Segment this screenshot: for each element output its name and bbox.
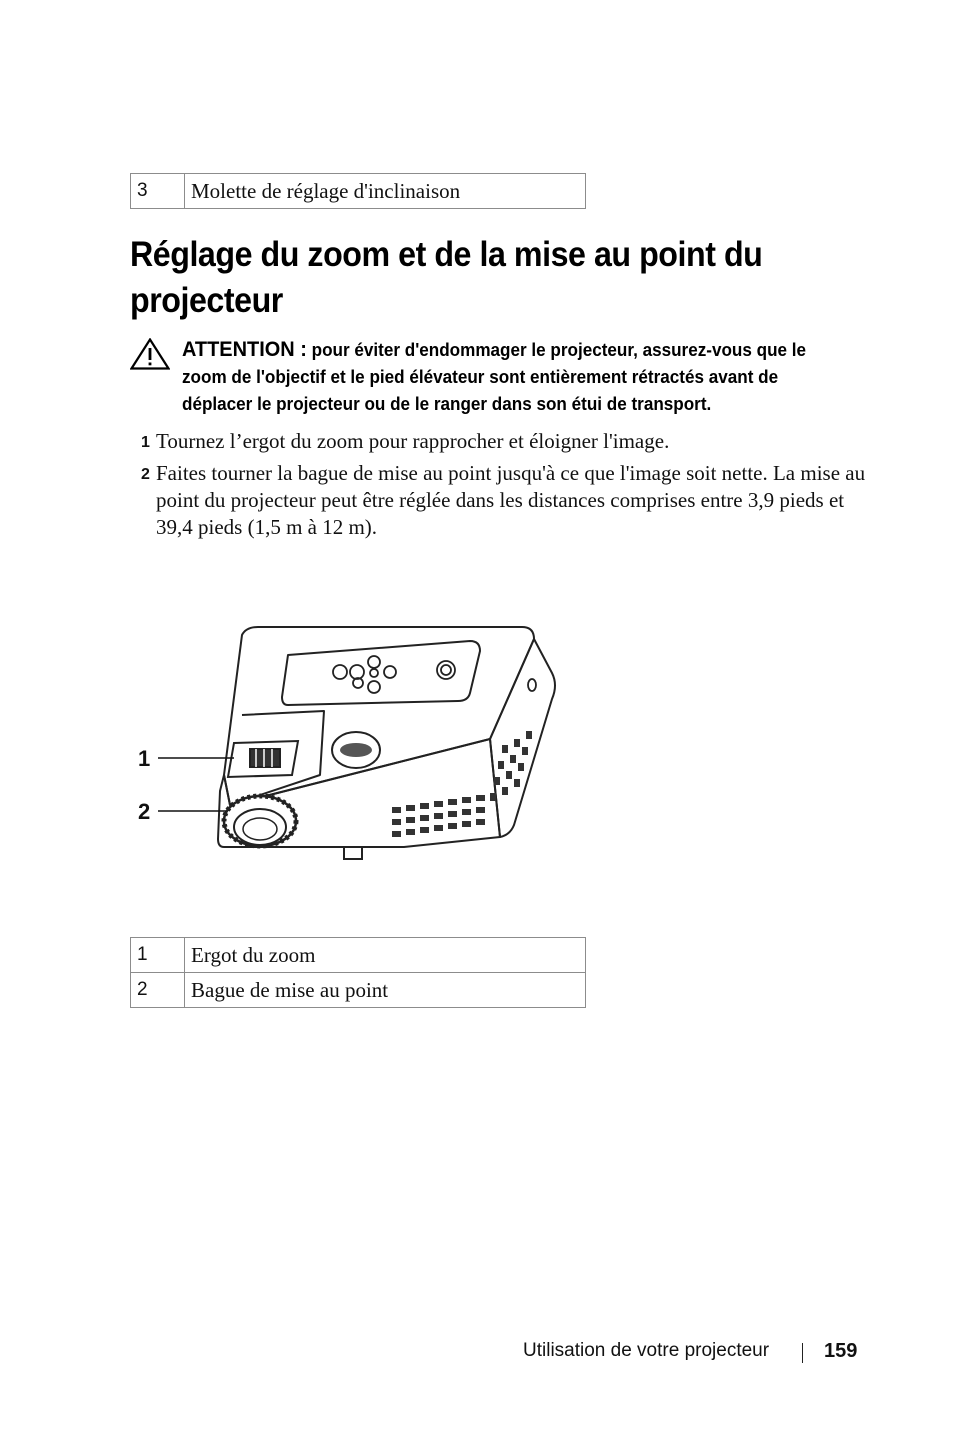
row-number: 2 (131, 973, 185, 1008)
footer-divider (802, 1343, 803, 1363)
caution-label: ATTENTION : (182, 338, 307, 361)
projector-drawing (130, 615, 570, 875)
list-item (141, 428, 866, 455)
step-number: 2 (141, 466, 150, 483)
footer-section-name: Utilisation de votre projecteur (523, 1340, 770, 1361)
legend-table-bottom (130, 937, 586, 1008)
page-footer (520, 1340, 860, 1366)
projector-illustration (130, 615, 570, 875)
table-row (131, 174, 586, 209)
table-row (131, 938, 586, 973)
row-number: 3 (131, 174, 185, 209)
caution-text (182, 336, 828, 418)
logo-badge (332, 732, 380, 768)
caution-body: pour éviter d'endommager le projecteur, assurez-vous que le zoom de l'objectif et le pied élévateur sont entièrement rétractés avant de déplacer le projecteur ou de le ranger dans son étui de transport. (182, 340, 807, 414)
list-item (141, 460, 866, 541)
callout-1: 1 (138, 746, 151, 771)
row-label: Molette de réglage d'inclinaison (185, 174, 586, 209)
lens-focus-ring (224, 796, 296, 846)
zoom-lever (228, 741, 298, 777)
warning-triangle-icon (130, 338, 170, 370)
page-number: 159 (824, 1340, 858, 1362)
section-heading: Réglage du zoom et de la mise au point du projecteur (130, 235, 763, 320)
step-text: Faites tourner la bague de mise au point jusqu'à ce que l'image soit nette. La mise au point du projecteur peut être réglée dans les distances comprises entre 3,9 pieds et 39,4 pieds (1,5 m à 12 m). (156, 461, 866, 539)
callout-2: 2 (138, 799, 151, 824)
step-number: 1 (141, 434, 150, 451)
row-label: Bague de mise au point (185, 973, 586, 1008)
legend-table-top (130, 173, 586, 209)
table-row (131, 973, 586, 1008)
step-text: Tournez l’ergot du zoom pour rapprocher et éloigner l'image. (156, 429, 670, 453)
row-label: Ergot du zoom (185, 938, 586, 973)
row-number: 1 (131, 938, 185, 973)
